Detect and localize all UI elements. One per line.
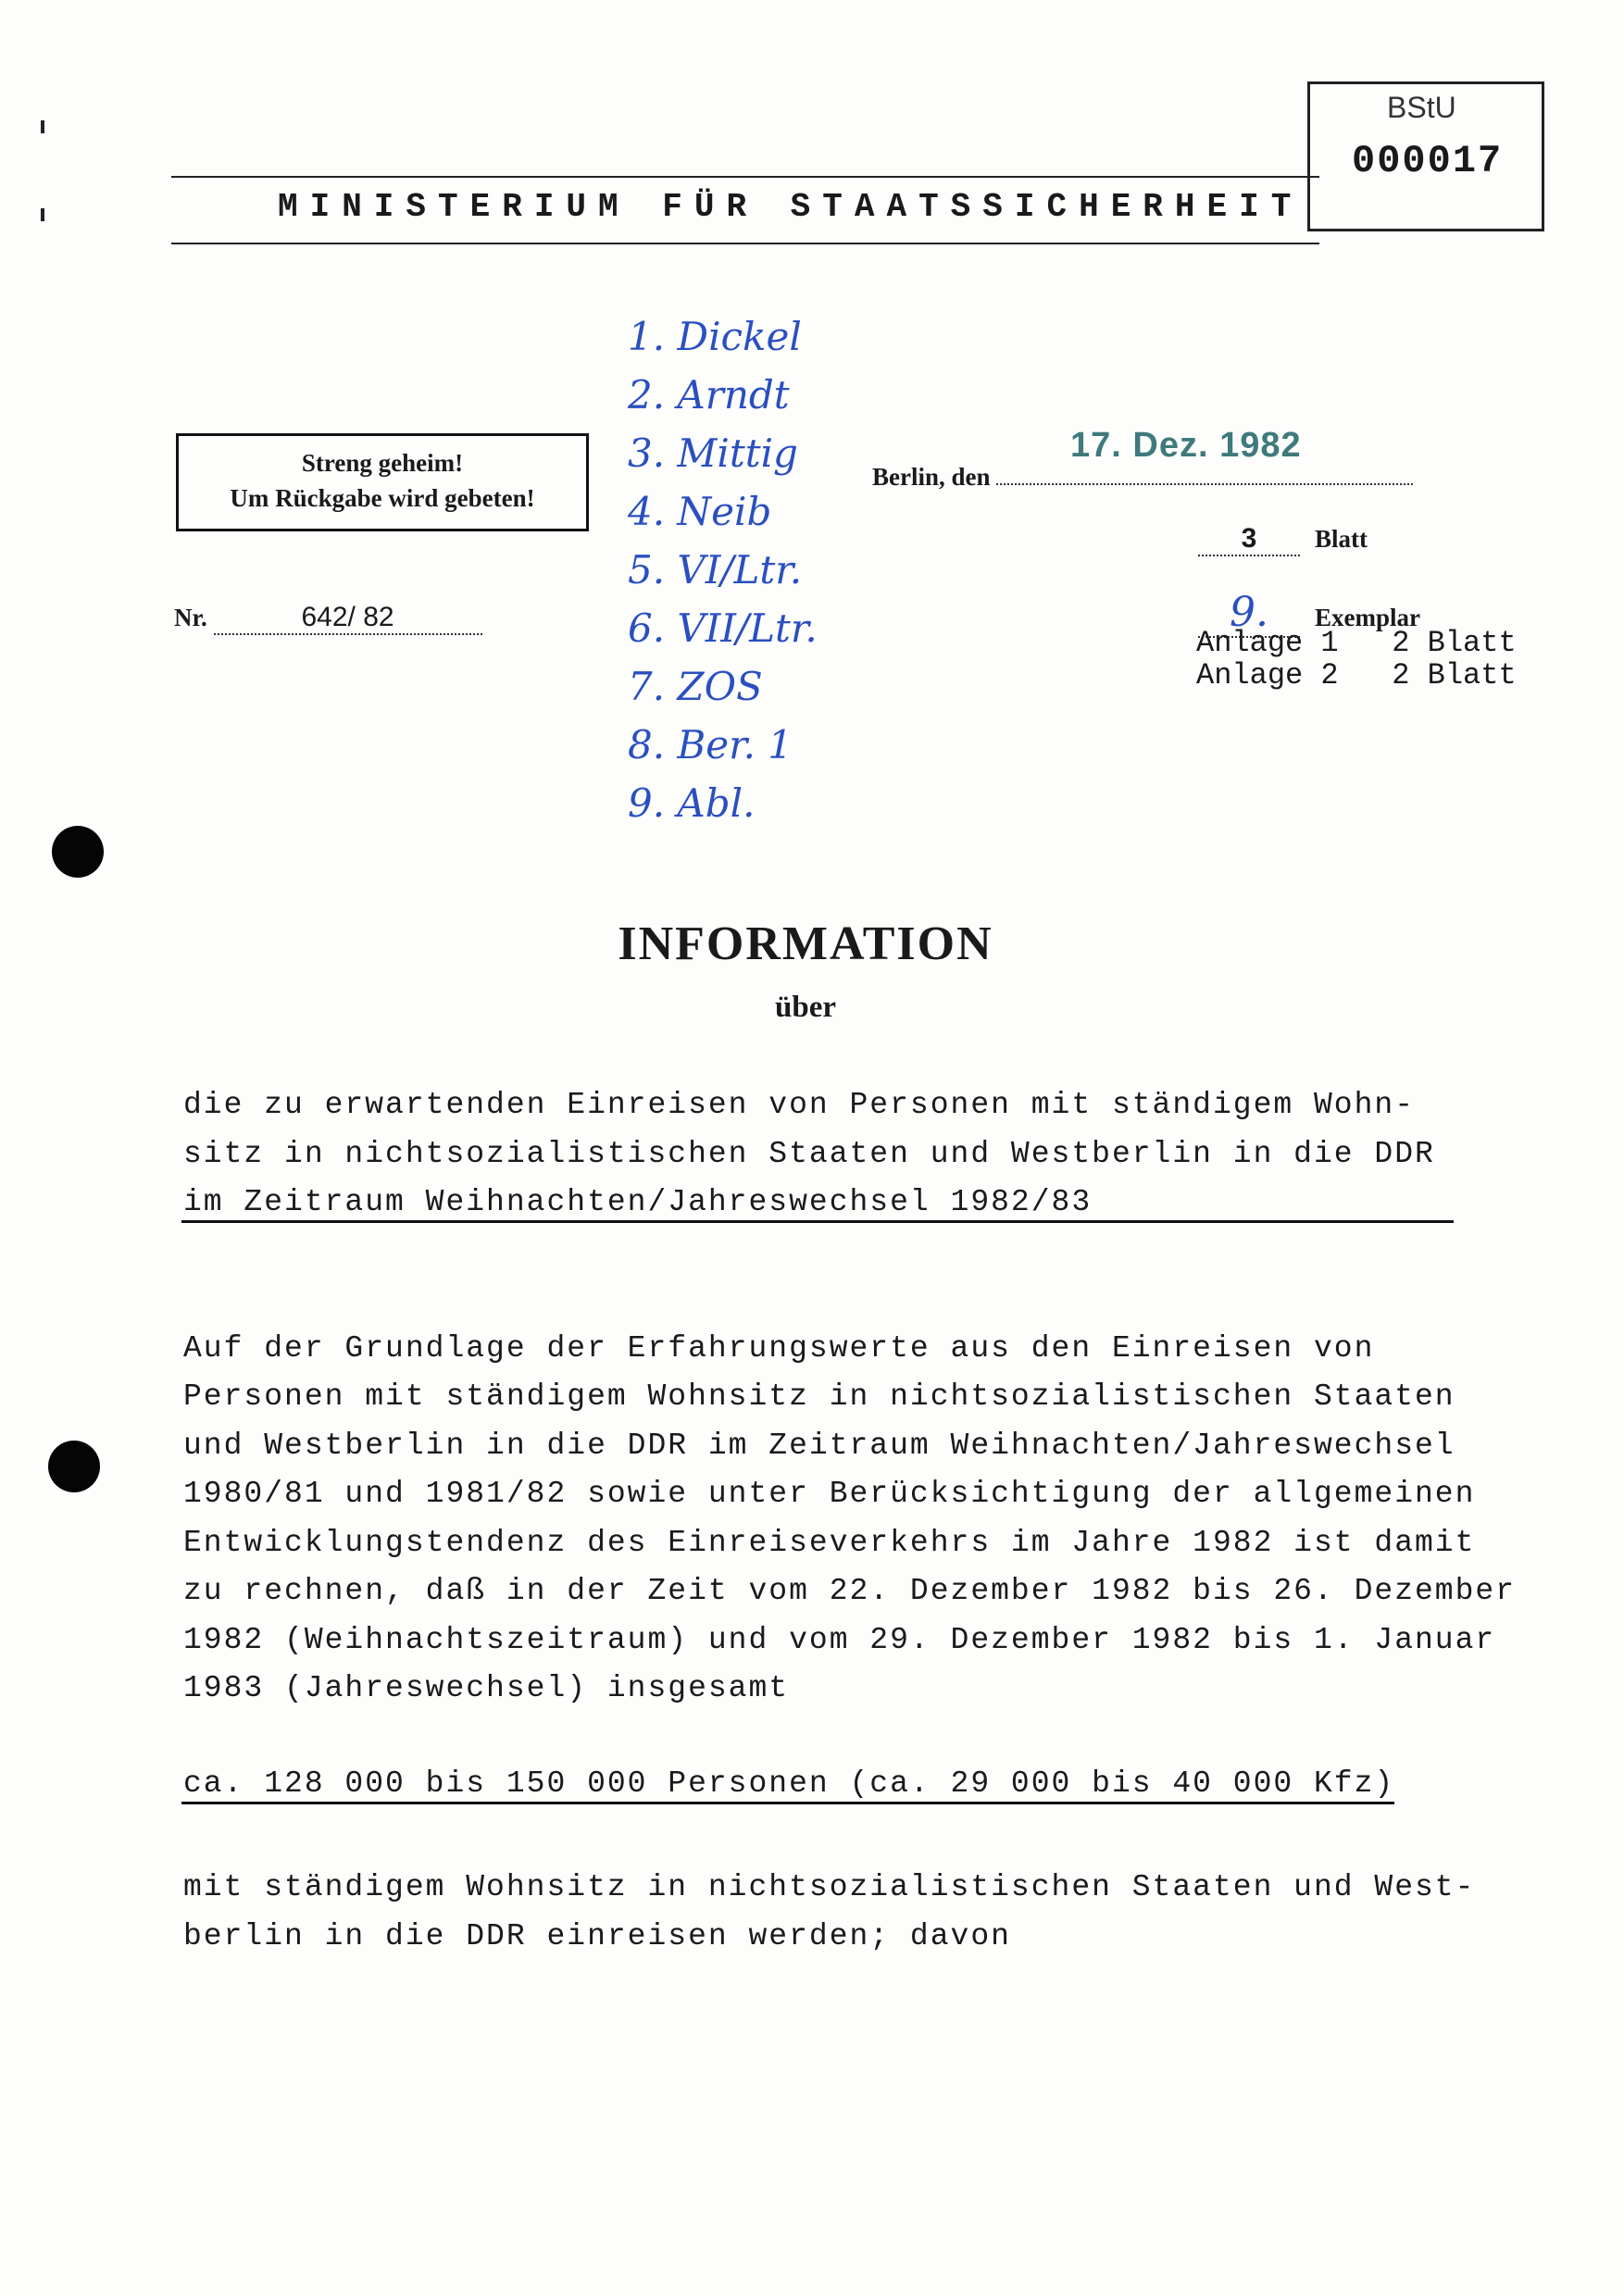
distribution-item: 8. Ber. 1 <box>628 722 793 767</box>
subject-line: sitz in nichtsozialistischen Staaten und Westberlin in die DDR <box>183 1137 1435 1171</box>
document-number <box>174 602 482 635</box>
body-line: 1983 (Jahreswechsel) insgesamt <box>183 1671 790 1705</box>
total-estimate: ca. 128 000 bis 150 000 Personen (ca. 29 000 bis 40 000 Kfz) <box>183 1766 1395 1801</box>
total-underline <box>181 1802 1394 1804</box>
closing-line: berlin in die DDR einreisen werden; davon <box>183 1919 1011 1953</box>
place-label: Berlin, den <box>872 463 991 491</box>
distribution-item: 2. Arndt <box>628 372 790 418</box>
subject-underline <box>181 1220 1454 1223</box>
secrecy-line-2: Um Rückgabe wird gebeten! <box>230 484 535 512</box>
secrecy-box <box>176 433 589 531</box>
distribution-item: 6. VII/Ltr. <box>628 605 818 651</box>
body-line: 1980/81 und 1981/82 sowie unter Berücksichtigung der allgemeinen <box>183 1477 1476 1511</box>
header-rule-top <box>171 176 1319 178</box>
distribution-item: 3. Mittig <box>628 430 798 476</box>
archive-stamp-number: 000017 <box>1352 139 1504 183</box>
body-line: Personen mit ständigem Wohnsitz in nichtsozialistischen Staaten <box>183 1379 1455 1414</box>
distribution-item: 7. ZOS <box>628 664 763 709</box>
date-fill-line <box>996 483 1413 485</box>
ministry-heading: MINISTERIUM FÜR STAATSSICHERHEIT <box>278 188 1304 226</box>
closing-line: mit ständigem Wohnsitz in nichtsozialistischen Staaten und West- <box>183 1870 1476 1904</box>
subject-line: im Zeitraum Weihnachten/Jahreswechsel 1982/83 <box>183 1185 1093 1219</box>
document-title-sub: über <box>775 991 836 1024</box>
document-title: INFORMATION <box>618 917 993 970</box>
distribution-list <box>628 307 818 832</box>
margin-mark <box>41 208 44 221</box>
sheet-count <box>1198 523 1368 556</box>
body-line: Entwicklungstendenz des Einreiseverkehrs im Jahre 1982 ist damit <box>183 1526 1476 1560</box>
distribution-item: 1. Dickel <box>628 314 802 359</box>
date-stamp: 17. Dez. 1982 <box>1070 426 1302 465</box>
punch-hole <box>52 826 104 878</box>
document-number-label: Nr. <box>174 604 207 631</box>
archive-stamp-org: BStU <box>1387 91 1456 124</box>
distribution-item: 4. Neib <box>628 489 772 534</box>
body-line: und Westberlin in die DDR im Zeitraum Weihnachten/Jahreswechsel <box>183 1429 1455 1463</box>
distribution-item: 9. Abl. <box>628 780 756 826</box>
annex-line: Anlage 1 2 Blatt <box>1196 626 1517 660</box>
punch-hole <box>48 1441 100 1492</box>
document-number-value: 642/ 82 <box>214 602 482 635</box>
sheet-count-label: Blatt <box>1315 525 1368 553</box>
place-date <box>872 463 1413 492</box>
secrecy-line-1: Streng geheim! <box>301 449 464 477</box>
subject-line: die zu erwartenden Einreisen von Personen mit ständigem Wohn- <box>183 1088 1415 1122</box>
body-line: 1982 (Weihnachtszeitraum) und vom 29. Dezember 1982 bis 1. Januar <box>183 1623 1496 1657</box>
body-line: zu rechnen, daß in der Zeit vom 22. Dezember 1982 bis 26. Dezember <box>183 1574 1517 1608</box>
copy-number-value: 9. <box>1230 589 1268 636</box>
annex-line: Anlage 2 2 Blatt <box>1196 658 1517 693</box>
sheet-count-value: 3 <box>1241 523 1257 554</box>
header-rule-bottom <box>171 243 1319 244</box>
distribution-item: 5. VI/Ltr. <box>628 547 803 593</box>
copy-number-label: Exemplar <box>1315 604 1420 631</box>
margin-mark <box>41 120 44 133</box>
body-line: Auf der Grundlage der Erfahrungswerte aus den Einreisen von <box>183 1331 1375 1366</box>
